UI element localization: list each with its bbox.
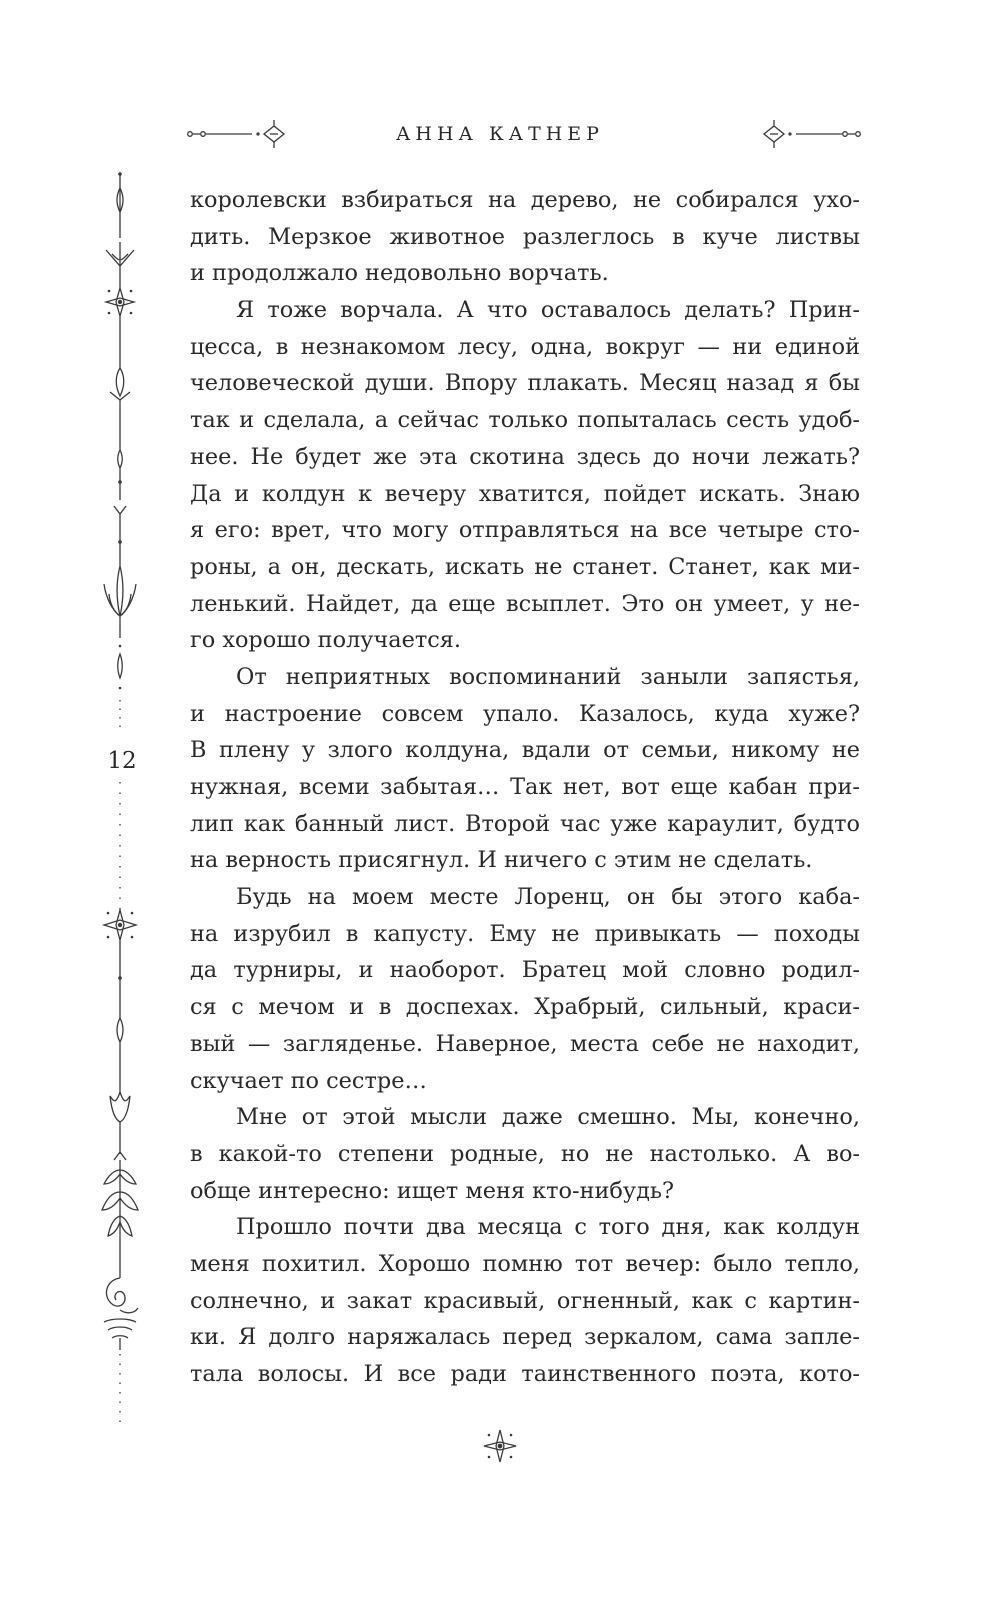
text-line: в какой-то степени родные, но не настолько. А во- <box>190 1140 860 1167</box>
text-line: на изрубил в капусту. Ему не привыкать — походы <box>190 920 860 947</box>
text-line: нее. Не будет же эта скотина здесь до ночи лежать? <box>190 443 860 470</box>
body-text <box>190 182 860 1393</box>
text-line: нужная, всеми забытая… Так нет, вот еще кабан при- <box>190 774 860 800</box>
header-right-ornament-icon <box>758 114 862 154</box>
text-line: обще интересно: ищет меня кто-нибудь? <box>190 1177 675 1204</box>
page-number: 12 <box>84 745 160 777</box>
text-line: лип как банный лист. Второй час уже караулит, будто <box>190 810 860 837</box>
text-line: дить. Мерзкое животное разлеглось в куче листвы <box>190 223 860 250</box>
text-line: меня похитил. Хорошо помню тот вечер: было тепло, <box>190 1250 860 1277</box>
margin-vine-ornament-icon <box>96 170 144 1430</box>
text-line: Да и колдун к вечеру хватится, пойдет искать. Знаю <box>190 480 860 507</box>
text-line: человеческой души. Впору плакать. Месяц назад я бы <box>190 370 860 397</box>
text-line: В плену у злого колдуна, вдали от семьи, никому не <box>190 737 860 764</box>
running-head <box>0 114 1000 154</box>
text-line: Прошло почти два месяца с того дня, как колдун <box>236 1214 860 1241</box>
text-line: Я тоже ворчала. А что оставалось делать? Прин- <box>236 297 860 324</box>
text-line: цесса, в незнакомом лесу, одна, вокруг — ни единой <box>190 333 860 360</box>
text-line: солнечно, и закат красивый, огненный, как с картин- <box>190 1287 860 1314</box>
text-line: От неприятных воспоминаний заныли запястья, <box>236 663 860 690</box>
text-line: да турниры, и наоборот. Братец мой словно родил- <box>190 957 860 984</box>
text-line: ки. Я долго наряжалась перед зеркалом, сама запле- <box>190 1324 860 1351</box>
text-line: ся с мечом и в доспехах. Храбрый, сильный, краси- <box>190 994 860 1021</box>
text-line: на верность присягнул. И ничего с этим не сделать. <box>190 847 813 874</box>
text-line: и продолжало недовольно ворчать. <box>190 260 609 287</box>
text-line: го хорошо получается. <box>190 627 462 654</box>
bottom-star-ornament-icon <box>482 1428 518 1464</box>
text-line: Мне от этой мысли даже смешно. Мы, конечно, <box>236 1104 860 1131</box>
text-line: скучает по сестре… <box>190 1067 427 1094</box>
text-line: так и сделала, а сейчас только попыталась сесть удоб- <box>190 407 860 434</box>
text-line: я его: врет, что могу отправляться на все четыре сто- <box>190 517 860 544</box>
text-line: тала волосы. И все ради таинственного поэта, кото- <box>190 1361 860 1387</box>
text-line: Будь на моем месте Лоренц, он бы этого каба- <box>236 884 860 911</box>
text-line: королевски взбираться на дерево, не собирался ухо- <box>190 187 860 213</box>
text-line: вый — загляденье. Наверное, места себе не находит, <box>190 1030 860 1057</box>
text-line: роны, а он, дескать, искать не станет. Станет, как ми- <box>190 553 860 580</box>
author-name: АННА КАТНЕР <box>396 123 604 145</box>
text-line: и настроение совсем упало. Казалось, куда хуже? <box>190 700 860 727</box>
text-line: ленький. Найдет, да еще всыплет. Это он умеет, у не- <box>190 590 860 617</box>
